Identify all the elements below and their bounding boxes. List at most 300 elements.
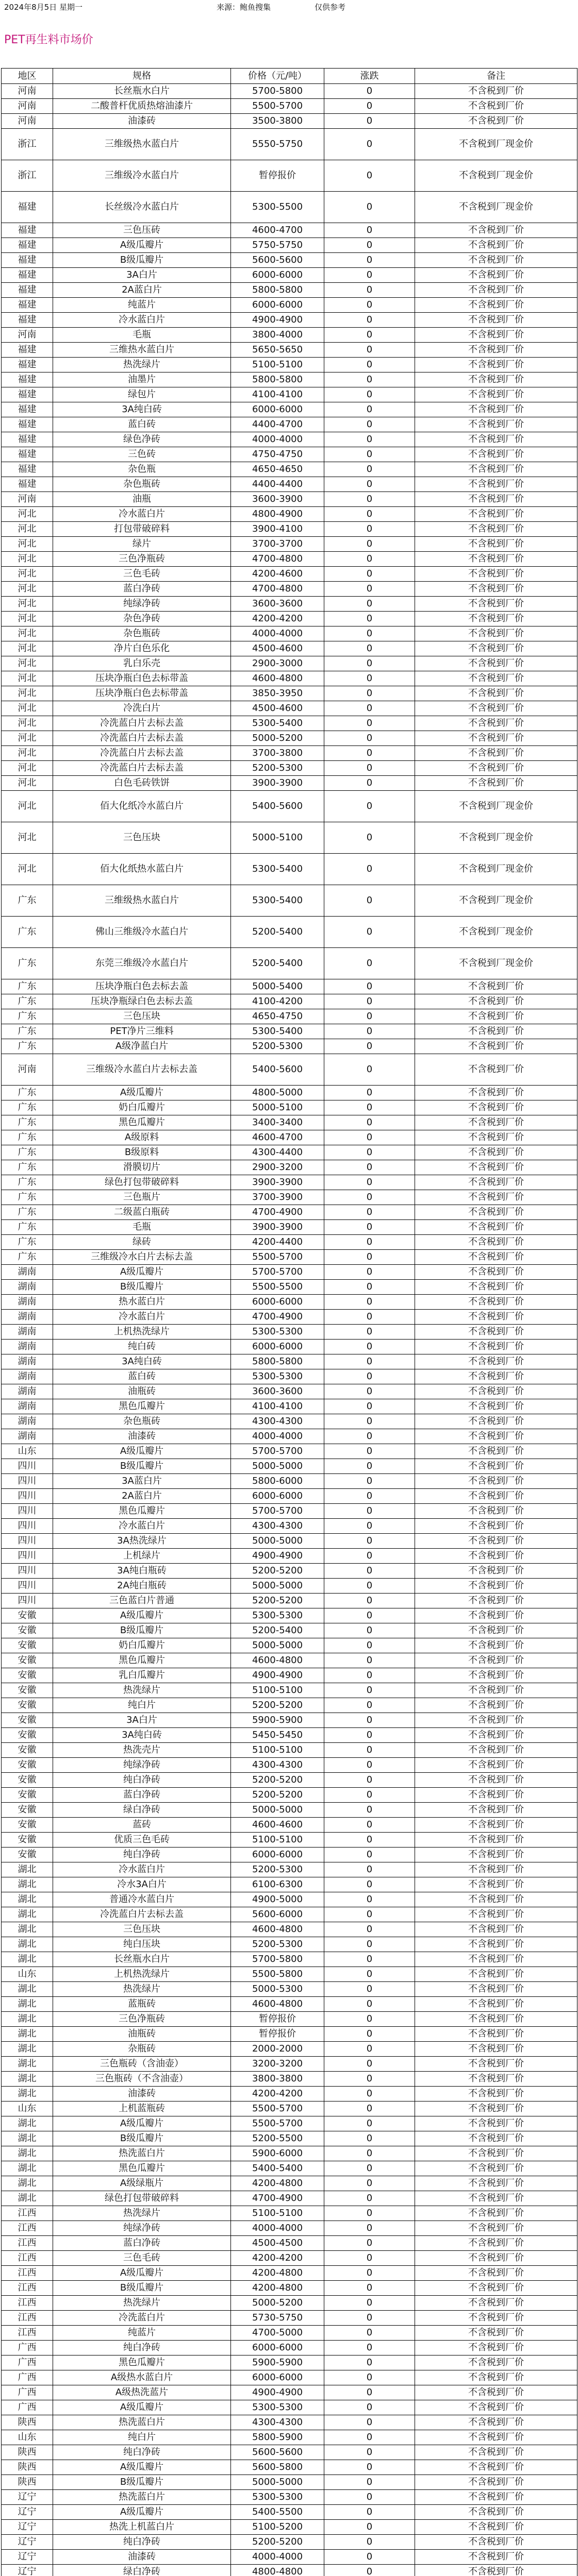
table-row <box>2 612 577 626</box>
cell-note: 不含税到厂价 <box>415 2475 577 2490</box>
cell-region: 江西 <box>2 2281 53 2296</box>
cell-region: 辽宁 <box>2 2550 53 2565</box>
cell-note: 不含税到厂现金价 <box>415 822 577 854</box>
cell-region: 广东 <box>2 1039 53 1054</box>
cell-spec: 二级蓝白瓶砖 <box>53 1205 231 1220</box>
cell-price: 4200-4400 <box>231 1235 324 1250</box>
report-date: 2024年8月5日 星期一 <box>4 3 83 12</box>
cell-region: 河北 <box>2 641 53 656</box>
cell-note: 不含税到厂价 <box>415 731 577 746</box>
cell-change: 0 <box>324 1280 415 1295</box>
table-row <box>2 854 577 885</box>
cell-price: 4000-4000 <box>231 2221 324 2236</box>
cell-change: 0 <box>324 328 415 343</box>
cell-note: 不含税到厂价 <box>415 402 577 417</box>
cell-note: 不含税到厂价 <box>415 671 577 686</box>
cell-price: 4600-4800 <box>231 1922 324 1937</box>
table-row <box>2 2087 577 2102</box>
cell-spec: 油墨片 <box>53 372 231 387</box>
table-row <box>2 192 577 223</box>
cell-change: 0 <box>324 1265 415 1280</box>
cell-spec: B级瓜瓣片 <box>53 1459 231 1474</box>
cell-spec: A级原料 <box>53 1130 231 1145</box>
cell-region: 湖北 <box>2 1862 53 1877</box>
cell-change: 0 <box>324 1638 415 1653</box>
cell-region: 湖北 <box>2 1907 53 1922</box>
cell-region: 江西 <box>2 2326 53 2341</box>
cell-note: 不含税到厂价 <box>415 1265 577 1280</box>
cell-price: 5700-5800 <box>231 1952 324 1967</box>
cell-note: 不含税到厂现金价 <box>415 160 577 192</box>
cell-region: 陕西 <box>2 2475 53 2490</box>
cell-region: 湖南 <box>2 1414 53 1429</box>
table-row <box>2 99 577 114</box>
cell-price: 5000-5200 <box>231 731 324 746</box>
table-row <box>2 2072 577 2087</box>
table-row <box>2 462 577 477</box>
cell-change: 0 <box>324 1579 415 1594</box>
cell-change: 0 <box>324 2460 415 2475</box>
cell-change: 0 <box>324 2087 415 2102</box>
table-row <box>2 1952 577 1967</box>
cell-region: 浙江 <box>2 129 53 160</box>
cell-price: 5900-5900 <box>231 2355 324 2370</box>
cell-price: 6000-6000 <box>231 1295 324 1310</box>
cell-price: 5000-5000 <box>231 1459 324 1474</box>
cell-spec: 长丝瓶水白片 <box>53 84 231 99</box>
cell-note: 不含税到厂价 <box>415 1594 577 1608</box>
table-row <box>2 597 577 612</box>
cell-spec: 纯白净砖 <box>53 2341 231 2355</box>
cell-price: 5000-5000 <box>231 2475 324 2490</box>
cell-change: 0 <box>324 477 415 492</box>
cell-price: 4500-4600 <box>231 641 324 656</box>
cell-spec: 冷洗蓝白片去标去盖 <box>53 731 231 746</box>
cell-change: 0 <box>324 656 415 671</box>
cell-region: 河北 <box>2 567 53 582</box>
cell-price: 3400-3400 <box>231 1115 324 1130</box>
cell-region: 福建 <box>2 313 53 328</box>
cell-region: 河北 <box>2 537 53 552</box>
table-row <box>2 432 577 447</box>
cell-region: 湖南 <box>2 1399 53 1414</box>
table-row <box>2 791 577 822</box>
cell-price: 2000-2000 <box>231 2042 324 2057</box>
cell-change: 0 <box>324 1534 415 1549</box>
cell-note: 不含税到厂价 <box>415 1803 577 1818</box>
cell-change: 0 <box>324 2475 415 2490</box>
cell-note: 不含税到厂价 <box>415 2266 577 2281</box>
table-row <box>2 537 577 552</box>
cell-price: 5900-6000 <box>231 2146 324 2161</box>
cell-change: 0 <box>324 582 415 597</box>
cell-region: 福建 <box>2 298 53 313</box>
cell-spec: 油瓶 <box>53 492 231 507</box>
cell-spec: B级原料 <box>53 1145 231 1160</box>
cell-price: 5300-5400 <box>231 1024 324 1039</box>
cell-price: 5300-5300 <box>231 2400 324 2415</box>
table-row <box>2 238 577 253</box>
cell-price: 4100-4200 <box>231 994 324 1009</box>
cell-spec: 奶白瓜瓣片 <box>53 1100 231 1115</box>
cell-spec: 压块净瓶白色去标去盖 <box>53 979 231 994</box>
table-row <box>2 1773 577 1788</box>
cell-price: 4800-4800 <box>231 2565 324 2576</box>
cell-region: 广西 <box>2 2400 53 2415</box>
cell-spec: B级瓜瓣片 <box>53 2131 231 2146</box>
cell-price: 5200-5400 <box>231 1623 324 1638</box>
cell-region: 安徽 <box>2 1743 53 1758</box>
cell-note: 不含税到厂价 <box>415 1982 577 1997</box>
cell-note: 不含税到厂价 <box>415 223 577 238</box>
cell-note: 不含税到厂价 <box>415 994 577 1009</box>
table-row <box>2 1340 577 1354</box>
cell-price: 4200-4800 <box>231 2176 324 2191</box>
cell-change: 0 <box>324 2415 415 2430</box>
cell-region: 安徽 <box>2 1788 53 1803</box>
cell-price: 5000-5000 <box>231 1803 324 1818</box>
cell-spec: 冷洗蓝白片去标去盖 <box>53 746 231 761</box>
cell-region: 河北 <box>2 626 53 641</box>
cell-region: 四川 <box>2 1564 53 1579</box>
table-row <box>2 1638 577 1653</box>
cell-change: 0 <box>324 1608 415 1623</box>
table-row <box>2 2281 577 2296</box>
cell-price: 5800-5800 <box>231 283 324 298</box>
cell-note: 不含税到厂价 <box>415 1039 577 1054</box>
table-row <box>2 2266 577 2281</box>
cell-spec: 压块净瓶白色去标带盖 <box>53 671 231 686</box>
cell-price: 5300-5300 <box>231 2490 324 2505</box>
table-row <box>2 1024 577 1039</box>
cell-region: 河北 <box>2 791 53 822</box>
cell-note: 不含税到厂价 <box>415 114 577 129</box>
cell-change: 0 <box>324 2146 415 2161</box>
cell-region: 陕西 <box>2 2415 53 2430</box>
cell-change: 0 <box>324 1922 415 1937</box>
cell-price: 6100-6300 <box>231 1877 324 1892</box>
cell-note: 不含税到厂价 <box>415 1997 577 2012</box>
cell-note: 不含税到厂价 <box>415 641 577 656</box>
cell-note: 不含税到厂价 <box>415 372 577 387</box>
cell-region: 江西 <box>2 2311 53 2326</box>
cell-region: 广西 <box>2 2370 53 2385</box>
cell-price: 5200-5200 <box>231 2535 324 2550</box>
cell-change: 0 <box>324 192 415 223</box>
cell-note: 不含税到厂价 <box>415 2087 577 2102</box>
cell-spec: 黑色瓜瓣片 <box>53 1504 231 1519</box>
cell-region: 四川 <box>2 1489 53 1504</box>
cell-region: 广东 <box>2 1175 53 1190</box>
cell-price: 4000-4000 <box>231 1429 324 1444</box>
table-row <box>2 1190 577 1205</box>
cell-spec: 纯绿净砖 <box>53 1758 231 1773</box>
cell-spec: 3A白片 <box>53 1713 231 1728</box>
table-row <box>2 283 577 298</box>
cell-spec: 冷水蓝白片 <box>53 1519 231 1534</box>
cell-price: 5200-5200 <box>231 1698 324 1713</box>
column-header-change: 涨跌 <box>324 69 415 84</box>
cell-spec: 3A纯白砖 <box>53 1354 231 1369</box>
cell-note: 不含税到厂价 <box>415 2326 577 2341</box>
cell-spec: 热水蓝白片 <box>53 1295 231 1310</box>
table-row <box>2 716 577 731</box>
cell-change: 0 <box>324 1564 415 1579</box>
cell-note: 不含税到厂价 <box>415 2550 577 2565</box>
cell-region: 湖南 <box>2 1280 53 1295</box>
cell-note: 不含税到厂价 <box>415 1489 577 1504</box>
cell-change: 0 <box>324 432 415 447</box>
cell-change: 0 <box>324 114 415 129</box>
cell-region: 陕西 <box>2 2445 53 2460</box>
cell-spec: B级瓜瓣片 <box>53 2475 231 2490</box>
cell-spec: 三维级热水蓝白片 <box>53 885 231 917</box>
table-row <box>2 567 577 582</box>
cell-price: 3700-3900 <box>231 1190 324 1205</box>
cell-note: 不含税到厂价 <box>415 1713 577 1728</box>
table-row <box>2 1549 577 1564</box>
cell-note: 不含税到厂价 <box>415 1608 577 1623</box>
cell-spec: 纯白净砖 <box>53 1848 231 1862</box>
cell-note: 不含税到厂价 <box>415 1788 577 1803</box>
cell-note: 不含税到厂价 <box>415 268 577 283</box>
cell-change: 0 <box>324 1967 415 1982</box>
table-row <box>2 1877 577 1892</box>
cell-spec: 三维热水蓝白片 <box>53 343 231 358</box>
cell-region: 安徽 <box>2 1698 53 1713</box>
cell-change: 0 <box>324 402 415 417</box>
table-row <box>2 1564 577 1579</box>
cell-note: 不含税到厂价 <box>415 2012 577 2027</box>
cell-price: 5730-5750 <box>231 2311 324 2326</box>
cell-spec: 上机绿片 <box>53 1549 231 1564</box>
table-row <box>2 1399 577 1414</box>
cell-region: 湖北 <box>2 1892 53 1907</box>
cell-note: 不含税到厂价 <box>415 552 577 567</box>
cell-note: 不含税到厂价 <box>415 1250 577 1265</box>
cell-change: 0 <box>324 2445 415 2460</box>
table-row <box>2 746 577 761</box>
cell-spec: 纯白压块 <box>53 1937 231 1952</box>
cell-change: 0 <box>324 701 415 716</box>
cell-note: 不含税到厂价 <box>415 1818 577 1833</box>
cell-region: 湖南 <box>2 1429 53 1444</box>
cell-note: 不含税到厂价 <box>415 1892 577 1907</box>
cell-spec: 杂色瓶砖 <box>53 626 231 641</box>
cell-price: 4500-4500 <box>231 2236 324 2251</box>
cell-spec: 纯绿净砖 <box>53 2221 231 2236</box>
cell-change: 0 <box>324 1205 415 1220</box>
cell-spec: 三色净瓶砖 <box>53 2012 231 2027</box>
cell-note: 不含税到厂价 <box>415 358 577 372</box>
cell-price: 5400-5600 <box>231 791 324 822</box>
table-row <box>2 2161 577 2176</box>
cell-price: 暂停报价 <box>231 2027 324 2042</box>
cell-price: 5600-6000 <box>231 1907 324 1922</box>
cell-change: 0 <box>324 283 415 298</box>
cell-note: 不含税到厂价 <box>415 2400 577 2415</box>
cell-region: 广东 <box>2 1235 53 1250</box>
cell-spec: 3A纯白砖 <box>53 1728 231 1743</box>
table-row <box>2 2296 577 2311</box>
cell-note: 不含税到厂价 <box>415 1967 577 1982</box>
cell-note: 不含税到厂价 <box>415 2221 577 2236</box>
cell-region: 安徽 <box>2 1608 53 1623</box>
cell-region: 广东 <box>2 1100 53 1115</box>
table-row <box>2 1295 577 1310</box>
cell-region: 安徽 <box>2 1683 53 1698</box>
cell-spec: 热洗上机蓝白片 <box>53 2520 231 2535</box>
cell-note: 不含税到厂价 <box>415 1190 577 1205</box>
cell-change: 0 <box>324 313 415 328</box>
cell-price: 5800-6000 <box>231 1474 324 1489</box>
cell-change: 0 <box>324 160 415 192</box>
cell-note: 不含税到厂价 <box>415 1922 577 1937</box>
cell-price: 4300-4300 <box>231 1414 324 1429</box>
cell-spec: 3A蓝白片 <box>53 1474 231 1489</box>
cell-change: 0 <box>324 1504 415 1519</box>
cell-region: 福建 <box>2 343 53 358</box>
cell-note: 不含税到厂价 <box>415 2460 577 2475</box>
cell-region: 山东 <box>2 2102 53 2116</box>
cell-price: 5100-5100 <box>231 358 324 372</box>
table-row <box>2 822 577 854</box>
cell-region: 湖南 <box>2 1310 53 1325</box>
cell-region: 福建 <box>2 358 53 372</box>
cell-note: 不含税到厂价 <box>415 761 577 776</box>
cell-note: 不含税到厂价 <box>415 1459 577 1474</box>
cell-spec: A级瓜瓣片 <box>53 2400 231 2415</box>
cell-price: 4700-4900 <box>231 1310 324 1325</box>
cell-price: 5600-5600 <box>231 253 324 268</box>
cell-region: 河南 <box>2 84 53 99</box>
cell-spec: 上机热洗绿片 <box>53 1967 231 1982</box>
cell-note: 不含税到厂价 <box>415 2370 577 2385</box>
cell-change: 0 <box>324 994 415 1009</box>
cell-region: 安徽 <box>2 1713 53 1728</box>
cell-spec: 三色压块 <box>53 1922 231 1937</box>
cell-spec: 黑色瓜瓣片 <box>53 2355 231 2370</box>
cell-price: 5200-5300 <box>231 1937 324 1952</box>
cell-price: 暂停报价 <box>231 160 324 192</box>
cell-note: 不含税到厂价 <box>415 1504 577 1519</box>
cell-note: 不含税到厂价 <box>415 1519 577 1534</box>
cell-spec: A级瓜瓣片 <box>53 2266 231 2281</box>
cell-note: 不含税到厂价 <box>415 2281 577 2296</box>
cell-note: 不含税到厂价 <box>415 1024 577 1039</box>
cell-change: 0 <box>324 1818 415 1833</box>
cell-spec: A级瓜瓣片 <box>53 1608 231 1623</box>
table-row <box>2 641 577 656</box>
table-row <box>2 447 577 462</box>
cell-region: 四川 <box>2 1519 53 1534</box>
cell-note: 不含税到厂价 <box>415 343 577 358</box>
report-header <box>0 0 578 14</box>
cell-price: 5000-5300 <box>231 1982 324 1997</box>
cell-price: 5300-5400 <box>231 885 324 917</box>
cell-price: 3600-3900 <box>231 492 324 507</box>
cell-region: 广东 <box>2 1024 53 1039</box>
cell-note: 不含税到厂价 <box>415 1758 577 1773</box>
cell-note: 不含税到厂价 <box>415 507 577 522</box>
cell-region: 湖北 <box>2 2161 53 2176</box>
cell-price: 4600-4800 <box>231 1997 324 2012</box>
cell-price: 4700-4900 <box>231 2191 324 2206</box>
cell-change: 0 <box>324 447 415 462</box>
cell-note: 不含税到厂价 <box>415 1833 577 1848</box>
cell-price: 5200-5400 <box>231 948 324 979</box>
cell-note: 不含税到厂价 <box>415 492 577 507</box>
cell-note: 不含税到厂价 <box>415 1564 577 1579</box>
cell-note: 不含税到厂价 <box>415 1474 577 1489</box>
cell-change: 0 <box>324 1594 415 1608</box>
cell-change: 0 <box>324 2520 415 2535</box>
cell-spec: 冷洗蓝白片去标去盖 <box>53 761 231 776</box>
table-row <box>2 2251 577 2266</box>
cell-change: 0 <box>324 854 415 885</box>
cell-spec: 纯白净砖 <box>53 1773 231 1788</box>
cell-change: 0 <box>324 372 415 387</box>
cell-region: 河北 <box>2 582 53 597</box>
table-row <box>2 776 577 791</box>
cell-note: 不含税到厂价 <box>415 1369 577 1384</box>
table-row <box>2 507 577 522</box>
cell-change: 0 <box>324 2131 415 2146</box>
cell-spec: 蓝瓶砖 <box>53 1997 231 2012</box>
cell-price: 4650-4750 <box>231 1009 324 1024</box>
cell-region: 广东 <box>2 917 53 948</box>
cell-change: 0 <box>324 1444 415 1459</box>
cell-note: 不含税到厂价 <box>415 1414 577 1429</box>
cell-spec: 绿色打包带破碎料 <box>53 2191 231 2206</box>
cell-price: 4750-4750 <box>231 447 324 462</box>
table-row <box>2 313 577 328</box>
cell-price: 5500-5700 <box>231 2102 324 2116</box>
cell-spec: 三色压块 <box>53 1009 231 1024</box>
cell-region: 湖南 <box>2 1325 53 1340</box>
cell-spec: 蓝白砖 <box>53 417 231 432</box>
cell-change: 0 <box>324 1235 415 1250</box>
cell-change: 0 <box>324 2400 415 2415</box>
table-row <box>2 1803 577 1818</box>
cell-region: 河北 <box>2 686 53 701</box>
cell-change: 0 <box>324 1054 415 1086</box>
table-row <box>2 1250 577 1265</box>
table-row <box>2 1265 577 1280</box>
cell-spec: 杂色净砖 <box>53 612 231 626</box>
cell-region: 湖北 <box>2 1997 53 2012</box>
table-row <box>2 343 577 358</box>
cell-price: 2900-3200 <box>231 1160 324 1175</box>
cell-spec: A级瓜瓣片 <box>53 238 231 253</box>
cell-spec: 三维级冷水蓝白片去标去盖 <box>53 1054 231 1086</box>
table-row <box>2 1967 577 1982</box>
cell-note: 不含税到厂价 <box>415 432 577 447</box>
table-row <box>2 402 577 417</box>
cell-region: 山东 <box>2 2430 53 2445</box>
cell-spec: 绿砖 <box>53 1235 231 1250</box>
cell-note: 不含税到厂价 <box>415 1384 577 1399</box>
table-row <box>2 1160 577 1175</box>
cell-spec: A级瓜瓣片 <box>53 1265 231 1280</box>
table-row <box>2 1788 577 1803</box>
cell-price: 4400-4400 <box>231 477 324 492</box>
cell-change: 0 <box>324 2221 415 2236</box>
table-row <box>2 731 577 746</box>
cell-region: 湖北 <box>2 1982 53 1997</box>
cell-spec: 三色净瓶砖 <box>53 552 231 567</box>
cell-price: 3800-4000 <box>231 328 324 343</box>
